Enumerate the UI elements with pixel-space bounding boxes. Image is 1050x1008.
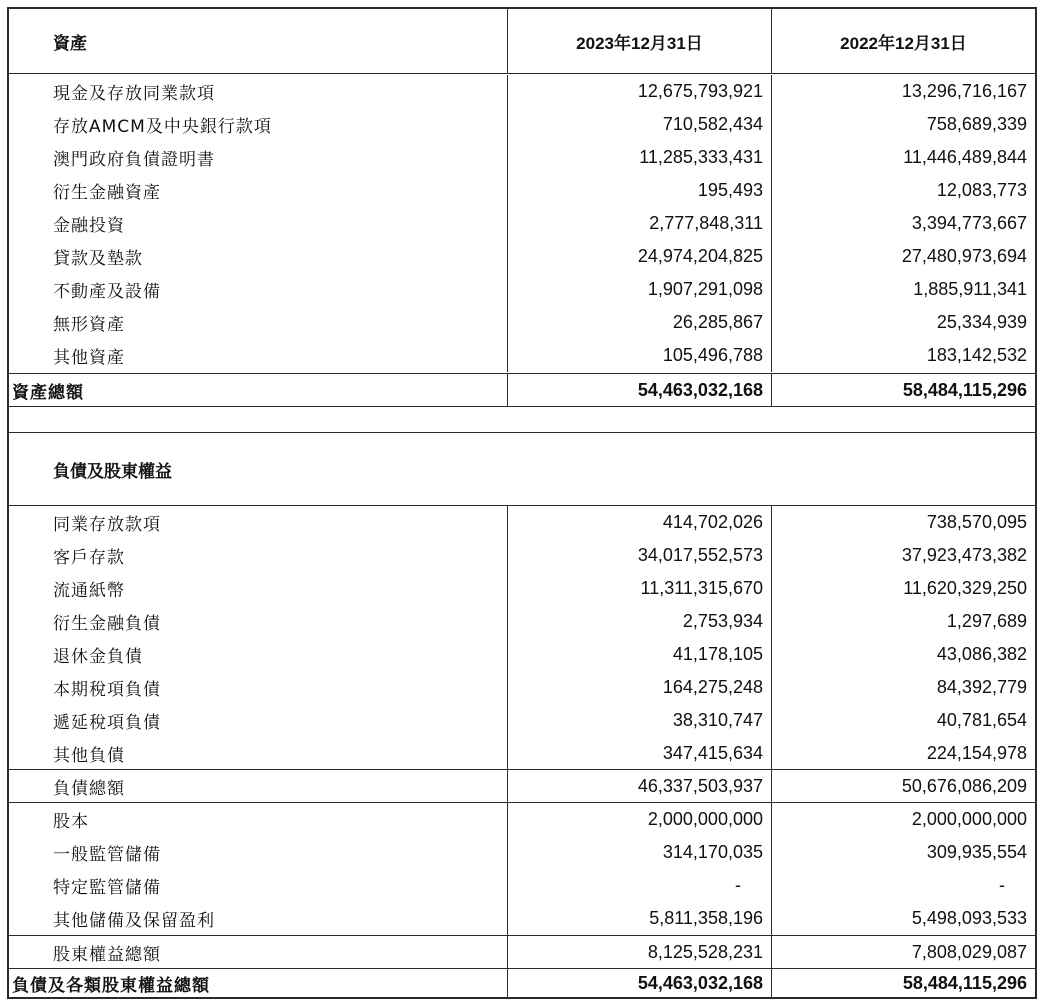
grand-total-row bbox=[9, 969, 1035, 997]
row-label: 不動產及設備 bbox=[53, 282, 161, 302]
table-row bbox=[9, 902, 1035, 935]
grand-total-2022: 58,484,115,296 bbox=[771, 969, 1035, 997]
row-label: 現金及存放同業款項 bbox=[53, 84, 215, 104]
assets-heading: 資產 bbox=[53, 33, 87, 54]
value-2022: 758,689,339 bbox=[771, 108, 1035, 141]
value-2023: 2,753,934 bbox=[507, 605, 771, 638]
row-label: 其他儲備及保留盈利 bbox=[53, 911, 215, 931]
table-row bbox=[9, 108, 1035, 141]
equity-total-label: 股東權益總額 bbox=[53, 944, 161, 965]
liabilities-heading: 負債及股東權益 bbox=[53, 461, 172, 482]
col-2023-header: 2023年12月31日 bbox=[507, 9, 771, 73]
value-2023: 2,777,848,311 bbox=[507, 207, 771, 240]
equity-total-2023: 8,125,528,231 bbox=[507, 936, 771, 968]
row-label: 遞延稅項負債 bbox=[53, 713, 161, 733]
value-2022: 25,334,939 bbox=[771, 306, 1035, 339]
table-row bbox=[9, 207, 1035, 240]
value-2022: 84,392,779 bbox=[771, 671, 1035, 704]
liabilities-total-2022: 50,676,086,209 bbox=[771, 770, 1035, 802]
value-2022: 43,086,382 bbox=[771, 638, 1035, 671]
value-2022: 13,296,716,167 bbox=[771, 75, 1035, 108]
row-label: 衍生金融資產 bbox=[53, 183, 161, 203]
balance-sheet bbox=[7, 7, 1037, 999]
value-2023: 38,310,747 bbox=[507, 704, 771, 737]
table-row bbox=[9, 75, 1035, 108]
equity-total-row bbox=[9, 936, 1035, 968]
value-2023: 11,285,333,431 bbox=[507, 141, 771, 174]
table-row bbox=[9, 869, 1035, 902]
table-row bbox=[9, 605, 1035, 638]
value-2023: 41,178,105 bbox=[507, 638, 771, 671]
row-label: 退休金負債 bbox=[53, 647, 143, 667]
value-2023: 11,311,315,670 bbox=[507, 572, 771, 605]
table-row bbox=[9, 141, 1035, 174]
row-label: 其他資產 bbox=[53, 348, 125, 368]
value-2022: 5,498,093,533 bbox=[771, 902, 1035, 935]
table-row bbox=[9, 339, 1035, 372]
row-label: 金融投資 bbox=[53, 216, 125, 236]
value-2022: 11,446,489,844 bbox=[771, 141, 1035, 174]
value-2022: 1,885,911,341 bbox=[771, 273, 1035, 306]
value-2022: 11,620,329,250 bbox=[771, 572, 1035, 605]
value-2022: 309,935,554 bbox=[771, 836, 1035, 869]
value-2023: 2,000,000,000 bbox=[507, 803, 771, 836]
table-row bbox=[9, 836, 1035, 869]
liabilities-total-row bbox=[9, 770, 1035, 802]
table-row bbox=[9, 174, 1035, 207]
row-label: 特定監管儲備 bbox=[53, 878, 161, 898]
value-2022: 40,781,654 bbox=[771, 704, 1035, 737]
divider bbox=[9, 73, 1035, 74]
row-label: 一般監管儲備 bbox=[53, 845, 161, 865]
row-label: 同業存放款項 bbox=[53, 515, 161, 535]
liabilities-header-row bbox=[9, 433, 1035, 505]
row-label: 股本 bbox=[53, 812, 89, 832]
col-2022-header: 2022年12月31日 bbox=[771, 9, 1035, 73]
value-2023: 105,496,788 bbox=[507, 339, 771, 372]
row-label: 流通紙幣 bbox=[53, 581, 125, 601]
equity-total-2022: 7,808,029,087 bbox=[771, 936, 1035, 968]
value-2022: - bbox=[771, 869, 1035, 902]
value-2022: 12,083,773 bbox=[771, 174, 1035, 207]
assets-total-row bbox=[9, 374, 1035, 406]
row-label: 無形資產 bbox=[53, 315, 125, 335]
row-label: 存放AMCM及中央銀行款項 bbox=[53, 117, 272, 137]
value-2023: 24,974,204,825 bbox=[507, 240, 771, 273]
value-2023: 34,017,552,573 bbox=[507, 539, 771, 572]
value-2022: 224,154,978 bbox=[771, 737, 1035, 769]
table-row bbox=[9, 240, 1035, 273]
value-2022: 2,000,000,000 bbox=[771, 803, 1035, 836]
value-2022: 27,480,973,694 bbox=[771, 240, 1035, 273]
value-2023: 347,415,634 bbox=[507, 737, 771, 769]
liabilities-total-label: 負債總額 bbox=[53, 778, 125, 799]
table-row bbox=[9, 737, 1035, 769]
row-label: 客戶存款 bbox=[53, 548, 125, 568]
table-row bbox=[9, 306, 1035, 339]
value-2023: 414,702,026 bbox=[507, 506, 771, 539]
value-2023: 195,493 bbox=[507, 174, 771, 207]
value-2022: 183,142,532 bbox=[771, 339, 1035, 372]
row-label: 其他負債 bbox=[53, 745, 125, 766]
grand-total-label: 負債及各類股東權益總額 bbox=[12, 975, 210, 996]
value-2022: 1,297,689 bbox=[771, 605, 1035, 638]
assets-total-2022: 58,484,115,296 bbox=[771, 374, 1035, 406]
value-2023: 1,907,291,098 bbox=[507, 273, 771, 306]
value-2023: 26,285,867 bbox=[507, 306, 771, 339]
header-row bbox=[9, 9, 1035, 73]
assets-total-label: 資產總額 bbox=[12, 382, 84, 403]
row-label: 本期稅項負債 bbox=[53, 680, 161, 700]
table-row bbox=[9, 506, 1035, 539]
table-row bbox=[9, 572, 1035, 605]
value-2022: 738,570,095 bbox=[771, 506, 1035, 539]
grand-total-2023: 54,463,032,168 bbox=[507, 969, 771, 997]
value-2022: 3,394,773,667 bbox=[771, 207, 1035, 240]
table-row bbox=[9, 704, 1035, 737]
row-label: 貸款及墊款 bbox=[53, 249, 143, 269]
table-row bbox=[9, 539, 1035, 572]
value-2023: 164,275,248 bbox=[507, 671, 771, 704]
value-2023: 5,811,358,196 bbox=[507, 902, 771, 935]
value-2023: 314,170,035 bbox=[507, 836, 771, 869]
table-row bbox=[9, 803, 1035, 836]
value-2022: 37,923,473,382 bbox=[771, 539, 1035, 572]
liabilities-total-2023: 46,337,503,937 bbox=[507, 770, 771, 802]
divider bbox=[9, 406, 1035, 407]
row-label: 衍生金融負債 bbox=[53, 614, 161, 634]
table-row bbox=[9, 273, 1035, 306]
value-2023: 710,582,434 bbox=[507, 108, 771, 141]
value-2023: 12,675,793,921 bbox=[507, 75, 771, 108]
row-label: 澳門政府負債證明書 bbox=[53, 150, 215, 170]
table-row bbox=[9, 671, 1035, 704]
value-2023: - bbox=[507, 869, 771, 902]
table-row bbox=[9, 638, 1035, 671]
assets-total-2023: 54,463,032,168 bbox=[507, 374, 771, 406]
